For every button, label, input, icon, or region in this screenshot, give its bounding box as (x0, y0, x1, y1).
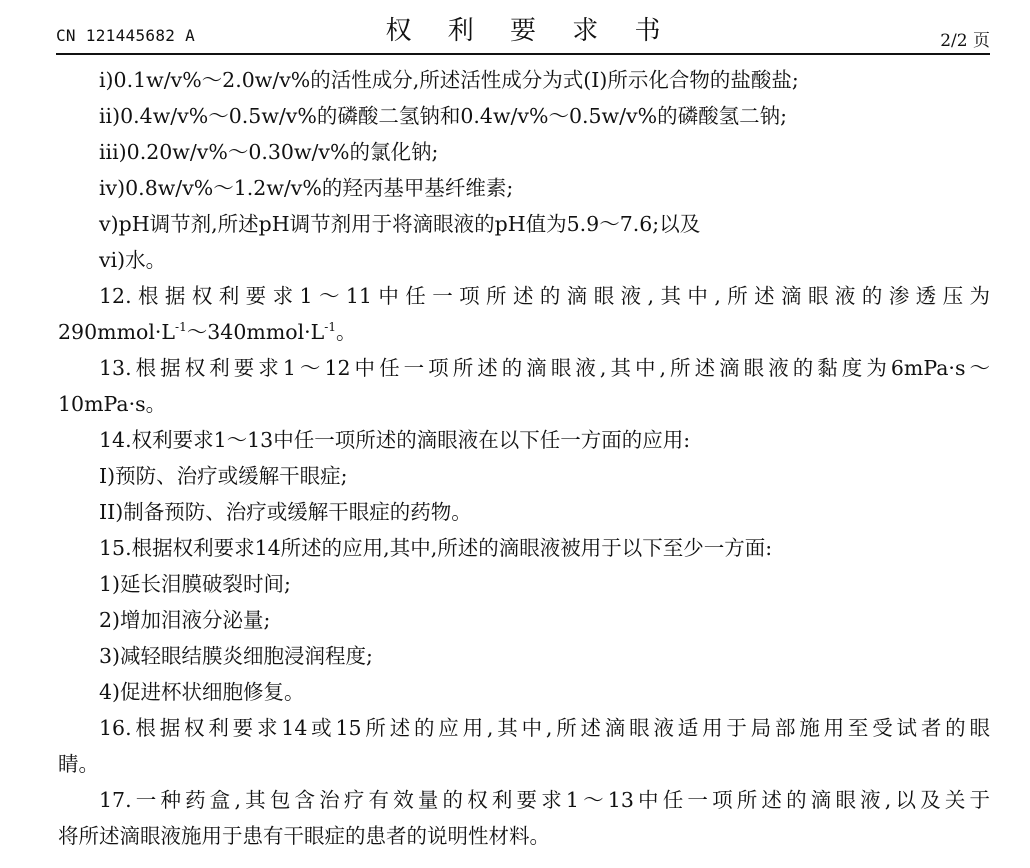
claim-16-continuation: 睛。 (58, 752, 99, 776)
unit-exponent: -1 (324, 320, 336, 334)
claim-15-line: 15.根据权利要求14所述的应用,其中,所述的滴眼液被用于以下至少一方面: (99, 536, 773, 560)
page-number: 2/2 页 (940, 31, 990, 51)
claim-line: 3)减轻眼结膜炎细胞浸润程度; (99, 644, 373, 668)
full-stop: 。 (336, 320, 357, 344)
claim-12-continuation (58, 314, 990, 350)
claim-13-line: 13.根据权利要求1～12中任一项所述的滴眼液,其中,所述滴眼液的黏度为6mPa·s～ (99, 356, 990, 380)
claim-line: iii)0.20w/v%～0.30w/v%的氯化钠; (99, 140, 439, 164)
page-header (56, 0, 990, 55)
claim-line: v)pH调节剂,所述pH调节剂用于将滴眼液的pH值为5.9～7.6;以及 (99, 212, 701, 236)
claim-line: II)制备预防、治疗或缓解干眼症的药物。 (99, 500, 472, 524)
claim-13-continuation: 10mPa·s。 (58, 392, 167, 416)
claim-line: i)0.1w/v%～2.0w/v%的活性成分,所述活性成分为式(I)所示化合物的盐酸盐; (99, 68, 799, 92)
claim-line: iv)0.8w/v%～1.2w/v%的羟丙基甲基纤维素; (99, 176, 514, 200)
claim-line: 2)增加泪液分泌量; (99, 608, 271, 632)
claim-line: vi)水。 (99, 248, 167, 272)
claim-14-line: 14.权利要求1～13中任一项所述的滴眼液在以下任一方面的应用: (99, 428, 691, 452)
claim-17-continuation: 将所述滴眼液施用于患有干眼症的患者的说明性材料。 (58, 824, 550, 848)
claim-line: 4)促进杯状细胞修复。 (99, 680, 305, 704)
claim-line: I)预防、治疗或缓解干眼症; (99, 464, 348, 488)
claim-16-line: 16.根据权利要求14或15所述的应用,其中,所述滴眼液适用于局部施用至受试者的眼 (99, 716, 990, 740)
publication-number: CN 121445682 A (56, 26, 196, 45)
claim-17-line: 17.一种药盒,其包含治疗有效量的权利要求1～13中任一项所述的滴眼液,以及关于 (99, 788, 990, 812)
osmolality-low: 290mmol·L (58, 320, 176, 344)
claim-12-line: 12.根据权利要求1～11中任一项所述的滴眼液,其中,所述滴眼液的渗透压为 (99, 284, 990, 308)
claim-line: ii)0.4w/v%～0.5w/v%的磷酸二氢钠和0.4w/v%～0.5w/v%的磷酸氢二钠; (99, 104, 787, 128)
claim-line: 1)延长泪膜破裂时间; (99, 572, 291, 596)
document-title: 权 利 要 求 书 (385, 16, 675, 46)
osmolality-high: ～340mmol·L (186, 320, 325, 344)
claims-body (58, 62, 990, 854)
unit-exponent: -1 (175, 320, 187, 334)
